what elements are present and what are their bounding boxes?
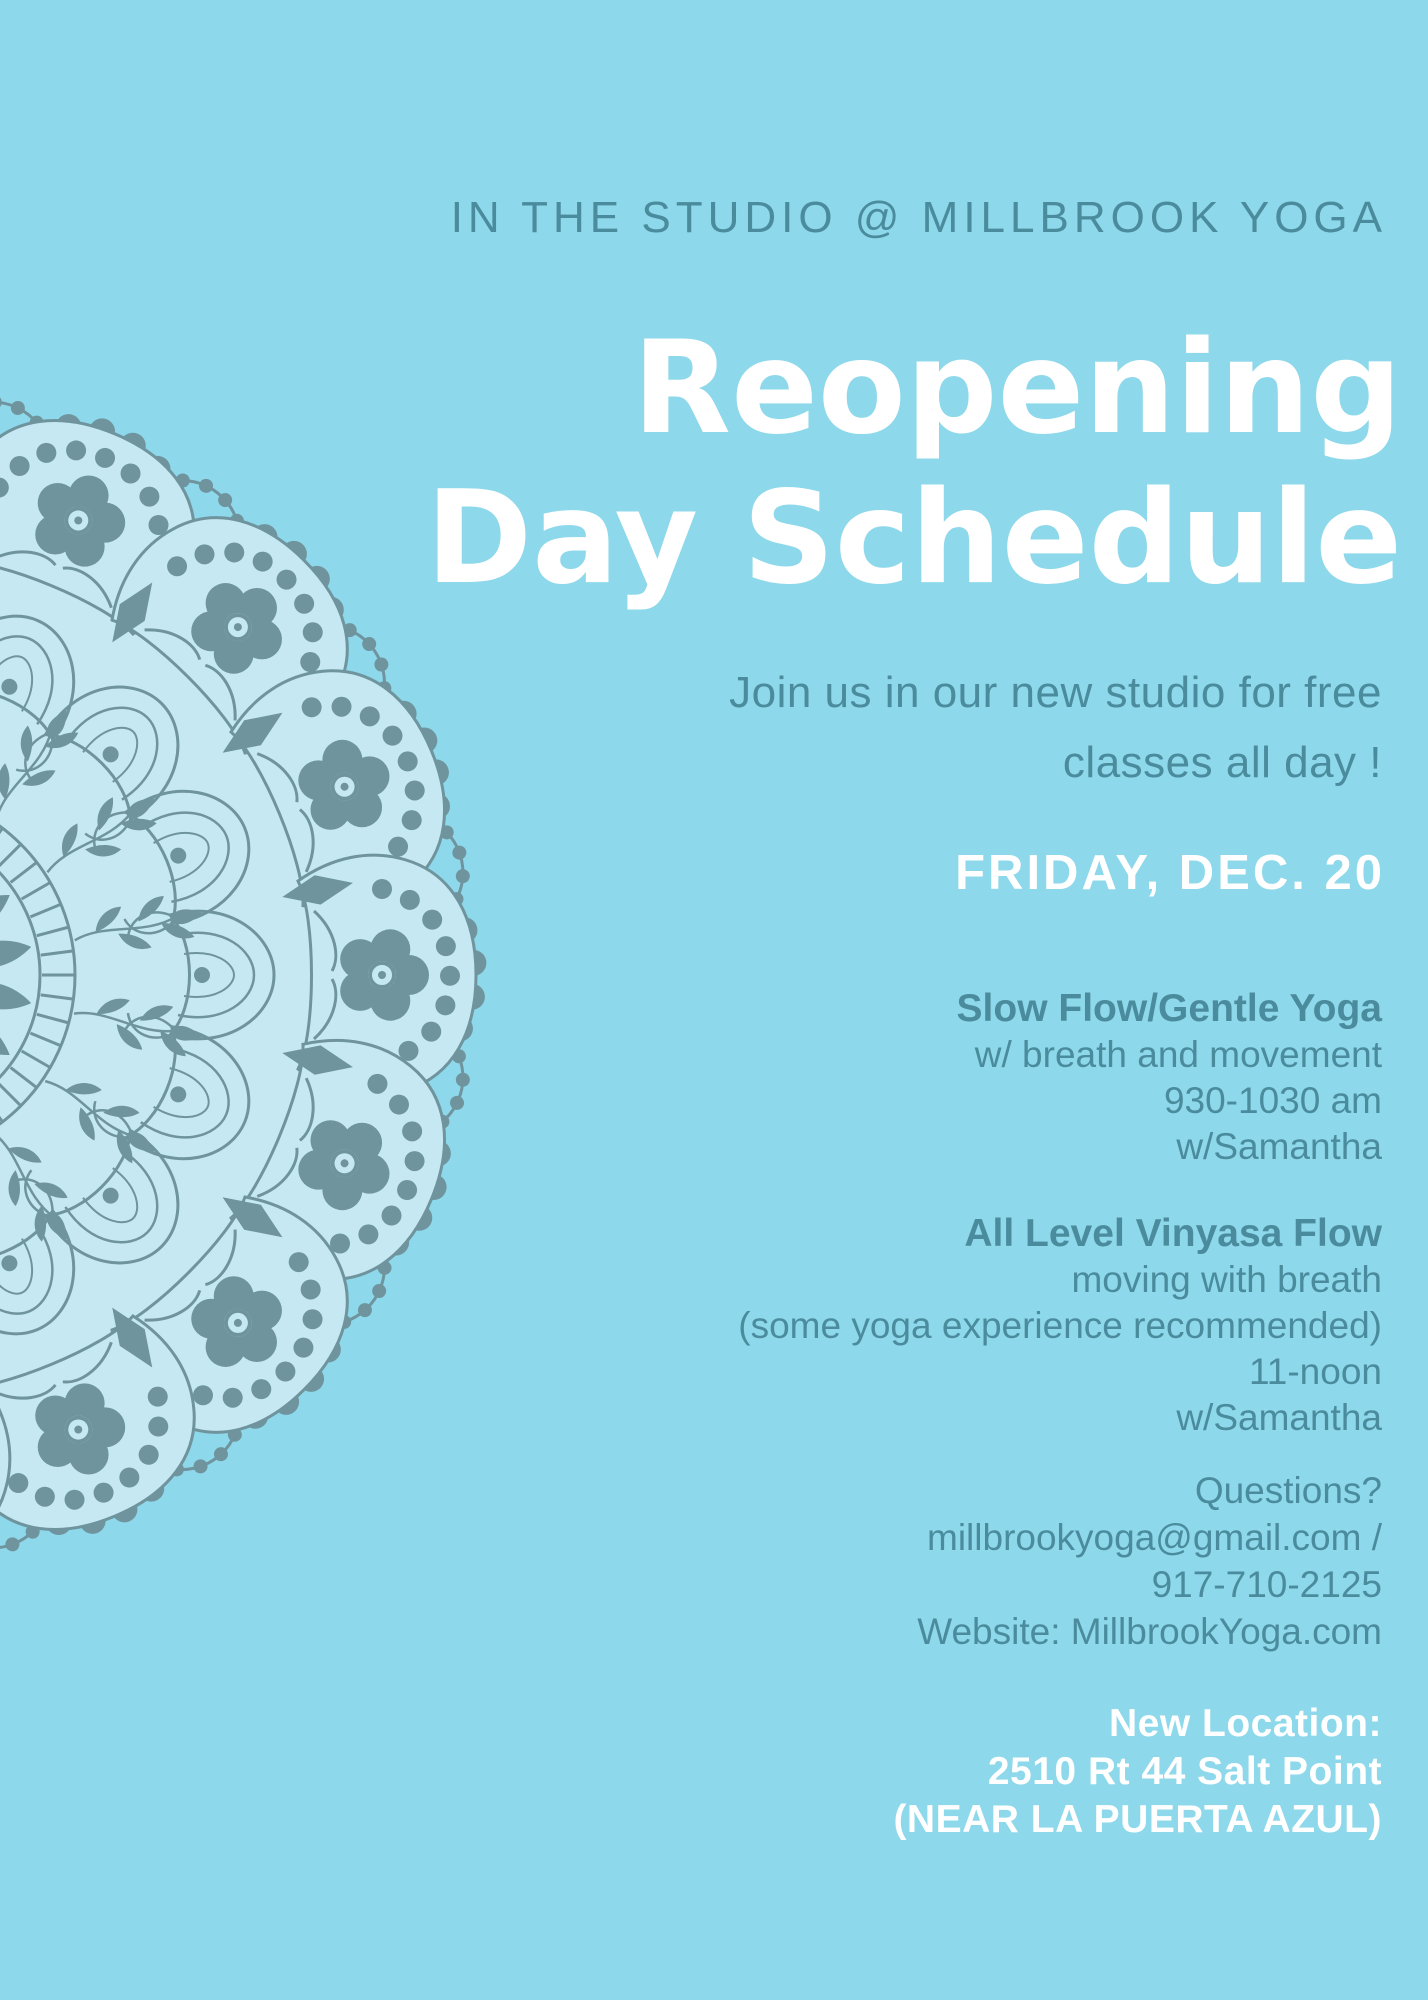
contact-email: millbrookyoga@gmail.com / [927, 1517, 1382, 1558]
class-name: Slow Flow/Gentle Yoga [956, 987, 1382, 1030]
subtitle [729, 658, 1382, 798]
class-detail-line: w/Samantha [1176, 1397, 1382, 1438]
title-line-1: Reopening [632, 314, 1402, 463]
class-detail-line: moving with breath [1071, 1259, 1382, 1300]
event-date: FRIDAY, DEC. 20 [955, 846, 1385, 900]
mandala-ornament-icon [0, 375, 490, 1575]
contact-questions: Questions? [1194, 1470, 1382, 1511]
location-heading: New Location: [1108, 1702, 1382, 1745]
contact-phone: 917-710-2125 [1151, 1564, 1382, 1605]
location-info [893, 1700, 1382, 1844]
class-detail-line: w/ breath and movement [974, 1034, 1382, 1075]
class-item-slow-flow [957, 986, 1382, 1170]
subtitle-line-2: classes all day ! [1062, 738, 1382, 787]
subtitle-line-1: Join us in our new studio for free [729, 668, 1382, 717]
class-detail-line: (some yoga experience recommended) [738, 1305, 1382, 1346]
class-detail-line: 930-1030 am [1163, 1080, 1382, 1121]
poster-title [426, 314, 1402, 614]
contact-info [917, 1467, 1382, 1655]
location-address: 2510 Rt 44 Salt Point [987, 1750, 1382, 1793]
contact-website: Website: MillbrookYoga.com [917, 1611, 1382, 1652]
location-note: (NEAR LA PUERTA AZUL) [893, 1798, 1382, 1841]
class-detail-line: 11-noon [1248, 1351, 1382, 1392]
class-name: All Level Vinyasa Flow [964, 1212, 1382, 1255]
studio-eyebrow: IN THE STUDIO @ MILLBROOK YOGA [450, 193, 1387, 242]
class-item-vinyasa-flow [738, 1211, 1382, 1441]
title-line-2: Day Schedule [425, 464, 1402, 613]
class-detail-line: w/Samantha [1176, 1126, 1382, 1167]
